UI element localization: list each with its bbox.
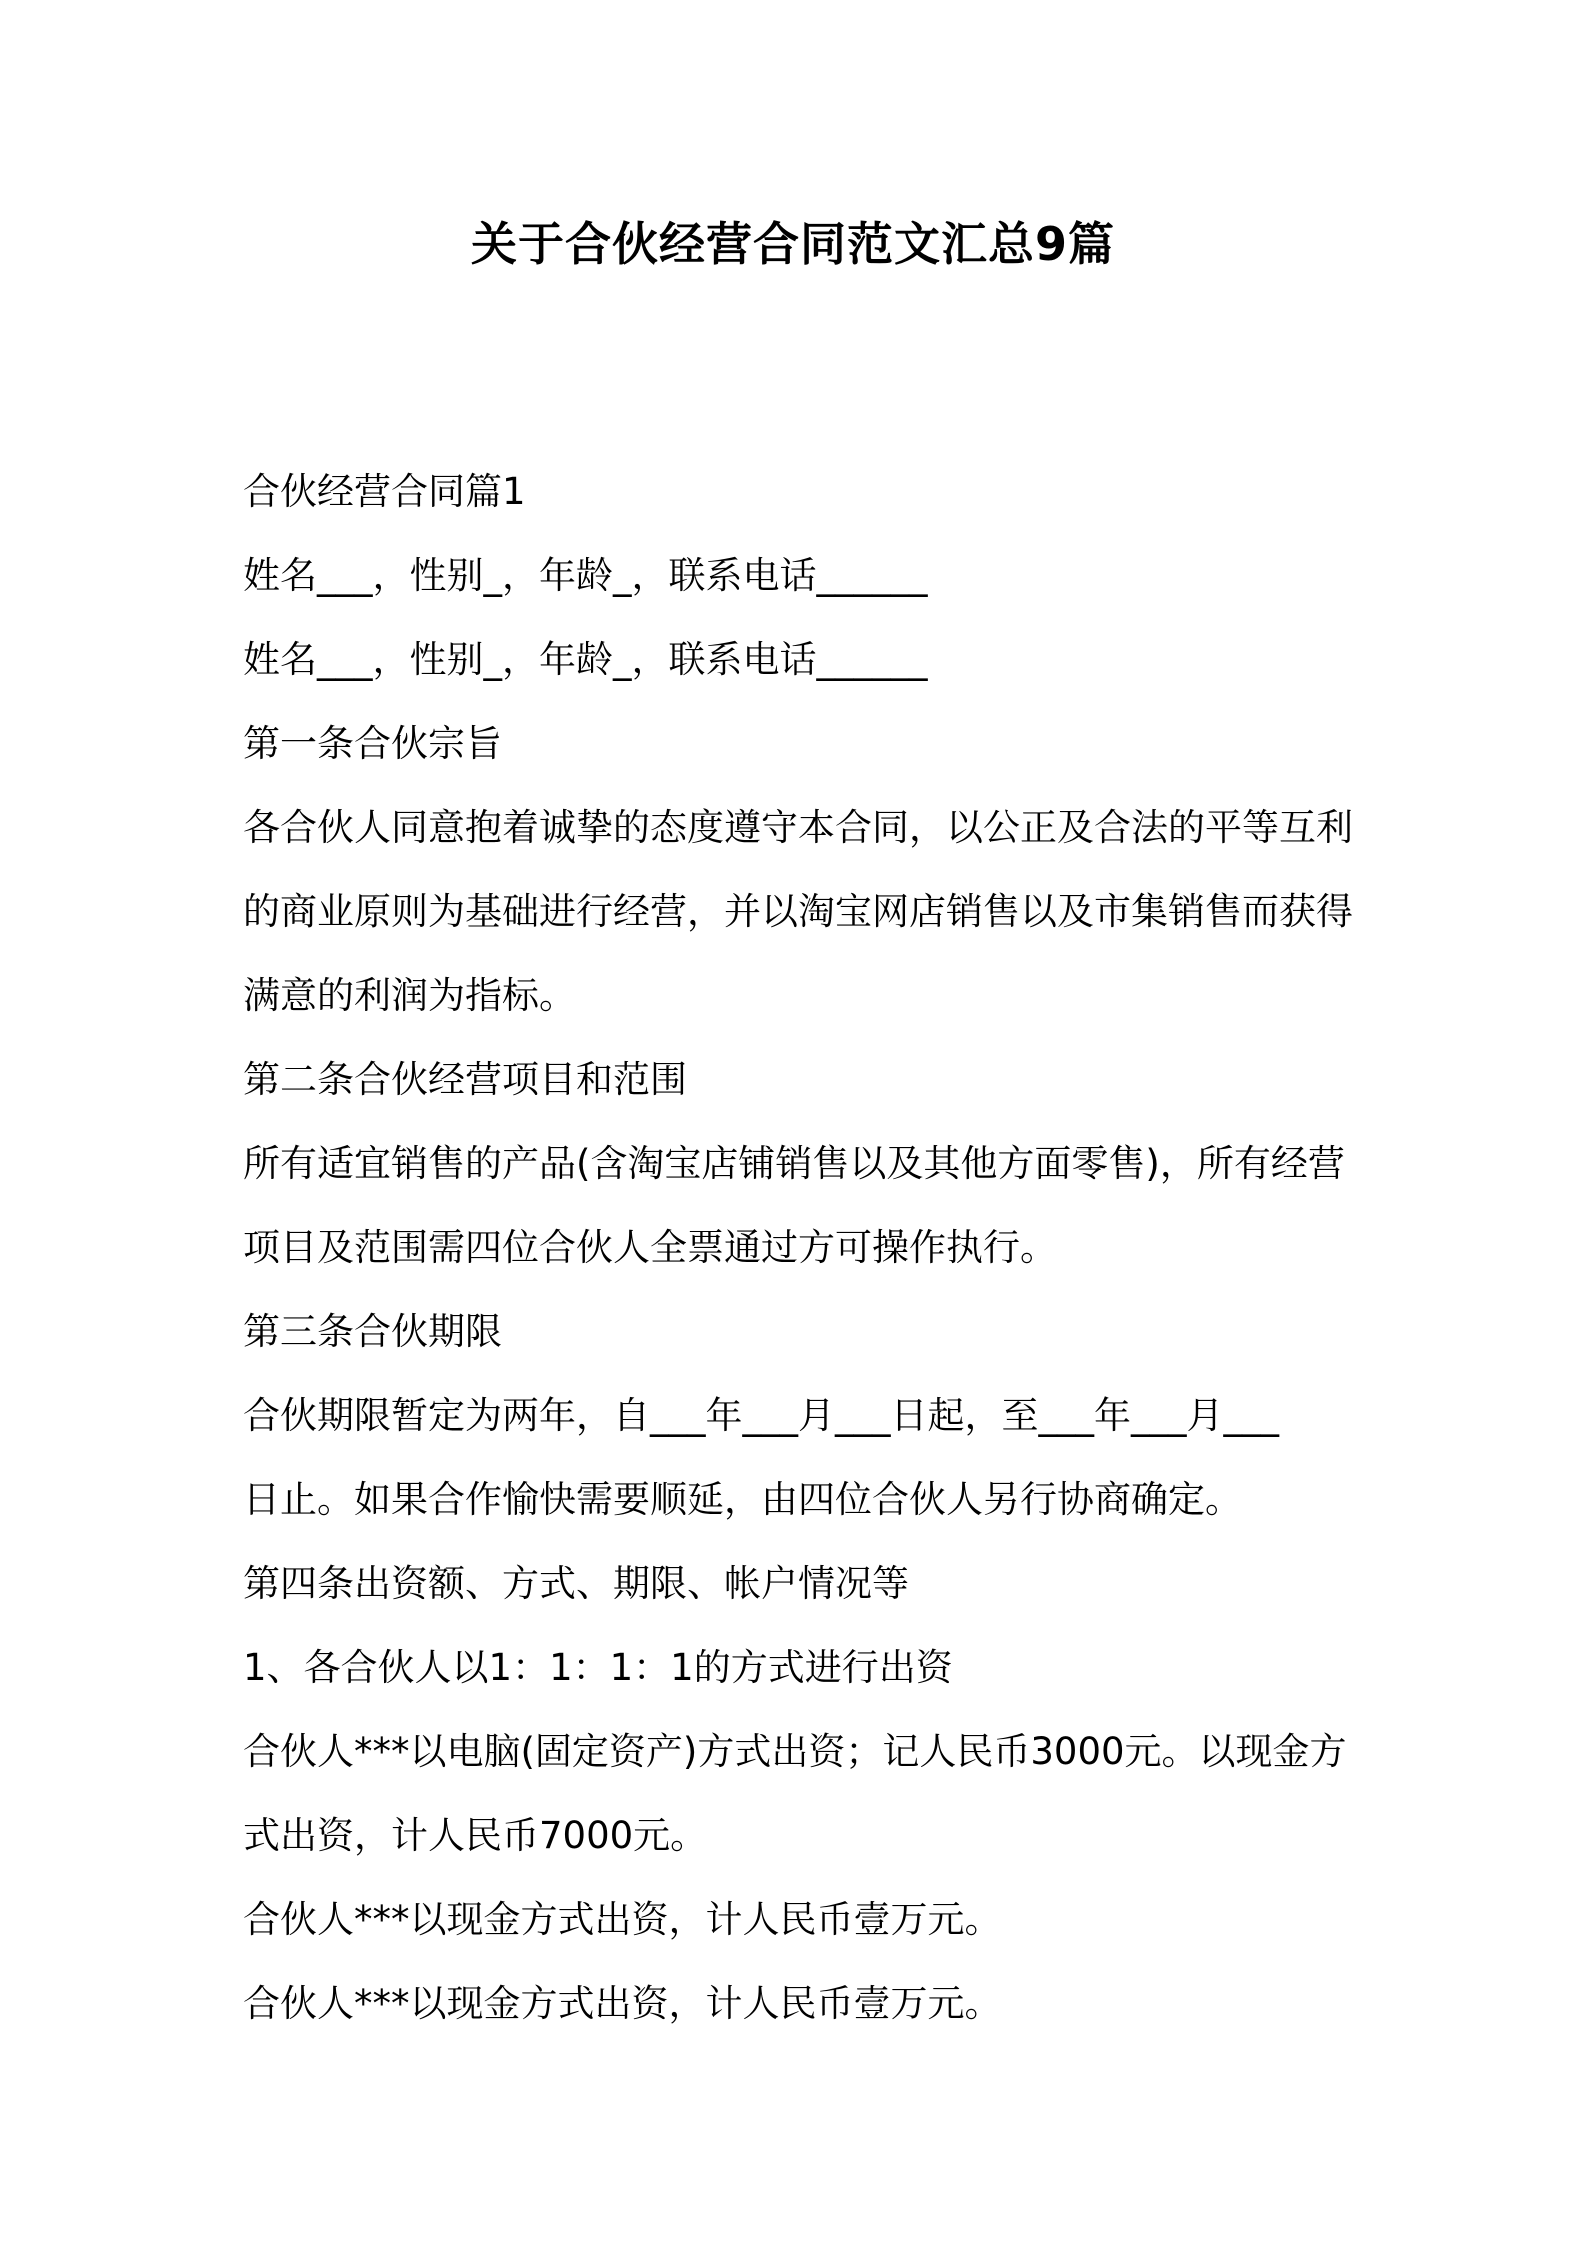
list-item: 1、各合伙人以1：1：1：1的方式进行出资 [243, 1646, 953, 1689]
section-heading: 合伙经营合同篇1 [243, 470, 526, 513]
party-info-line: 姓名___，性别_，年龄_，联系电话______ [243, 638, 928, 681]
paragraph-line: 合伙人***以电脑(固定资产)方式出资；记人民币3000元。以现金方 [243, 1730, 1347, 1773]
clause-heading: 第二条合伙经营项目和范围 [243, 1058, 687, 1101]
paragraph-line: 合伙期限暂定为两年，自___年___月___日起，至___年___月___ [243, 1394, 1279, 1437]
document-title: 关于合伙经营合同范文汇总9篇 [470, 217, 1115, 271]
paragraph-line: 式出资，计人民币7000元。 [243, 1814, 708, 1857]
paragraph-line: 合伙人***以现金方式出资，计人民币壹万元。 [243, 1982, 1002, 2025]
document-body [243, 450, 1363, 2046]
paragraph-line: 项目及范围需四位合伙人全票通过方可操作执行。 [243, 1226, 1057, 1269]
paragraph-line: 满意的利润为指标。 [243, 974, 576, 1017]
paragraph-line: 日止。如果合作愉快需要顺延，由四位合伙人另行协商确定。 [243, 1478, 1242, 1521]
paragraph-line: 所有适宜销售的产品(含淘宝店铺销售以及其他方面零售)，所有经营 [243, 1142, 1345, 1185]
clause-heading: 第一条合伙宗旨 [243, 722, 502, 765]
paragraph-line: 合伙人***以现金方式出资，计人民币壹万元。 [243, 1898, 1002, 1941]
paragraph-line: 各合伙人同意抱着诚挚的态度遵守本合同，以公正及合法的平等互利 [243, 806, 1353, 849]
party-info-line: 姓名___，性别_，年龄_，联系电话______ [243, 554, 928, 597]
paragraph-line: 的商业原则为基础进行经营，并以淘宝网店销售以及市集销售而获得 [243, 890, 1353, 933]
clause-heading: 第三条合伙期限 [243, 1310, 502, 1353]
clause-heading: 第四条出资额、方式、期限、帐户情况等 [243, 1562, 909, 1605]
